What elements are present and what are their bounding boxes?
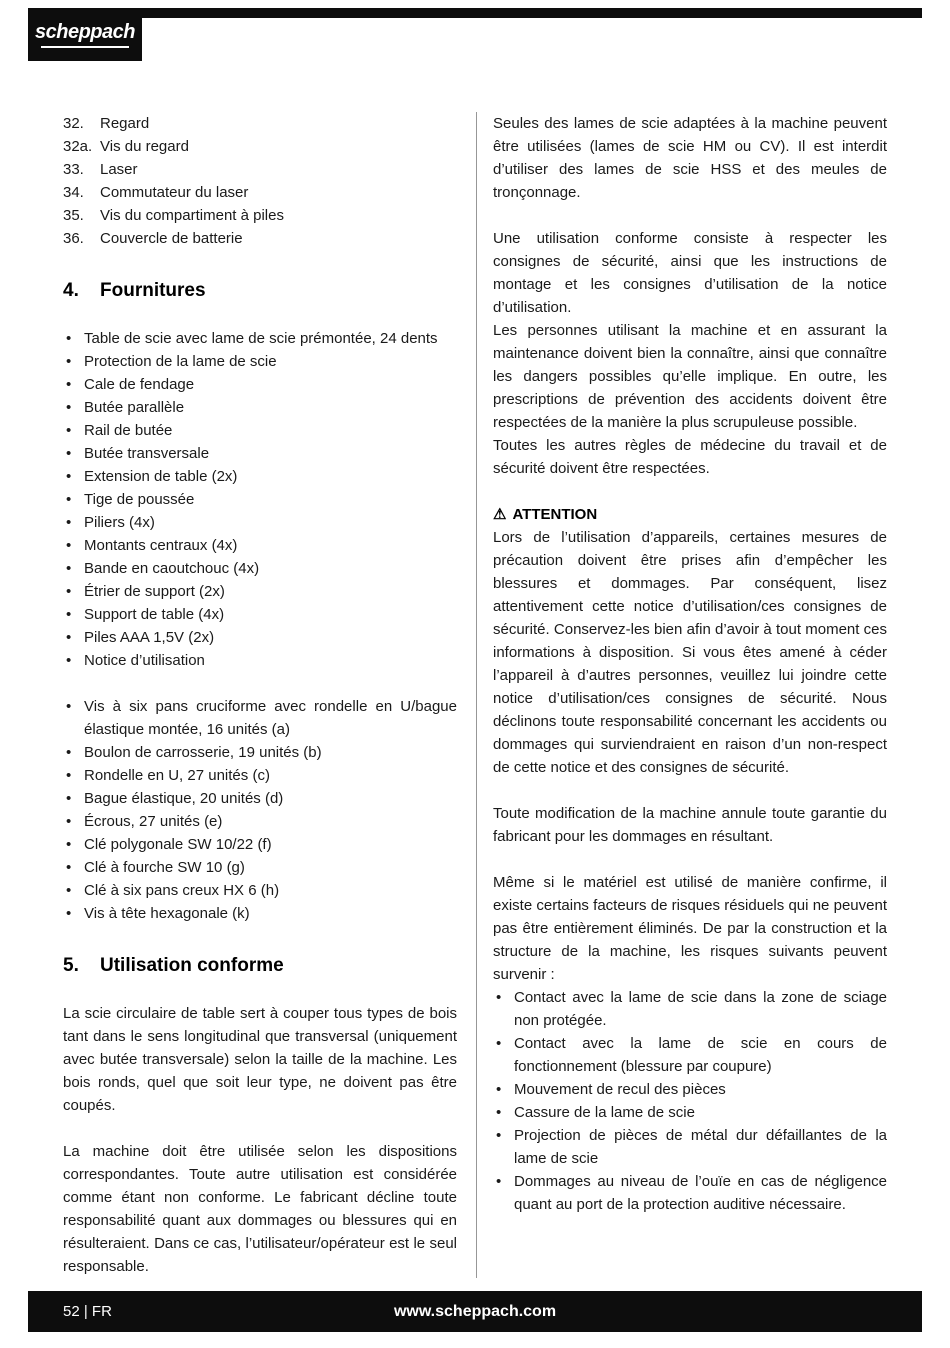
page-number: 52 | FR [63,1303,112,1320]
rules-paragraph: Toutes les autres règles de médecine du travail et de sécurité doivent être respectées. [493,437,887,477]
supplied-item: • Butée transversale [63,442,457,465]
hardware-item: • Écrous, 27 unités (e) [63,810,457,833]
parts-row [63,112,457,135]
parts-row [63,181,457,204]
part-label: Laser [100,161,138,178]
scheppach-logo [28,8,142,61]
persons-paragraph: Les personnes utilisant la machine et en assurant la maintenance doivent bien la connaître, ainsi que connaître les dangers possibles qu’elle implique. En outre, les prescriptions de prévention des accidents doivent être respectées de la manière la plus scrupuleuse possible. [493,322,887,431]
supplied-item: • Table de scie avec lame de scie prémontée, 24 dents [63,327,457,350]
header-rule [28,8,922,18]
part-number: 32. [63,115,84,132]
attention-heading [493,503,887,526]
supplied-item: • Bande en caoutchouc (4x) [63,557,457,580]
part-label: Vis du compartiment à piles [100,207,284,224]
hardware-item: • Boulon de carrosserie, 19 unités (b) [63,741,457,764]
supplied-item: • Protection de la lame de scie [63,350,457,373]
left-column [63,112,457,1278]
risk-list [493,986,887,1216]
supplied-item: • Montants centraux (4x) [63,534,457,557]
blades-paragraph: Seules des lames de scie adaptées à la machine peuvent être utilisées (lames de scie HM ou CV). Il est interdit d’utiliser des lames de scie HSS et des meules de tronçonnage. [493,115,887,201]
hardware-item: • Bague élastique, 20 unités (d) [63,787,457,810]
page-body [63,112,887,1278]
section-4-heading [63,279,457,303]
part-label: Commutateur du laser [100,184,249,201]
supplied-item: • Support de table (4x) [63,603,457,626]
modification-paragraph: Toute modification de la machine annule toute garantie du fabricant pour les dommages en résultant. [493,805,887,845]
warning-icon: ⚠ [493,506,507,523]
logo-underline-accent [41,46,129,48]
supplied-item: • Cale de fendage [63,373,457,396]
section-5-heading [63,954,457,978]
attention-paragraph: Lors de l’utilisation d’appareils, certaines mesures de précaution doivent être prises afin d’empêcher les blessures et dommages. Par conséquent, lisez attentivement cette notice d’utilisation/ces consignes de sécurité. Conservez-les bien afin d’avoir à tout moment ces informations à disposition. Si vous êtes amené à céder l’appareil à d’autres personnes, veuillez lui joindre cette notice d’utilisation/ces consignes de sécurité. Nous déclinons toute responsabilité concernant les accidents ou dommages qui surviendraient en raison d’un non-respect de cette notice et des consignes de sécurité. [493,529,887,776]
risk-item: • Projection de pièces de métal dur défaillantes de la lame de scie [493,1124,887,1170]
footer-bar [28,1291,922,1332]
hardware-item: • Clé polygonale SW 10/22 (f) [63,833,457,856]
parts-row [63,204,457,227]
parts-list [63,112,457,250]
hardware-item: • Clé à fourche SW 10 (g) [63,856,457,879]
risk-item: • Contact avec la lame de scie en cours de fonctionnement (blessure par coupure) [493,1032,887,1078]
supplied-item: • Piles AAA 1,5V (2x) [63,626,457,649]
usage-paragraph-2: La machine doit être utilisée selon les dispositions correspondantes. Toute autre utilisation est considérée comme étant non conforme. Le fabricant décline toute responsabilité quant aux dommages ou blessures qui en résulteraient. Dans ce cas, l’utilisateur/opérateur est le seul responsable. [63,1143,457,1275]
supplied-item: • Piliers (4x) [63,511,457,534]
part-label: Vis du regard [100,138,189,155]
risk-item: • Contact avec la lame de scie dans la zone de sciage non protégée. [493,986,887,1032]
hardware-item: • Rondelle en U, 27 unités (c) [63,764,457,787]
right-column [493,112,887,1278]
attention-label: ATTENTION [512,506,598,523]
supplied-item: • Extension de table (2x) [63,465,457,488]
column-divider [476,112,477,1278]
part-number: 34. [63,184,84,201]
section-title: Utilisation conforme [100,955,284,976]
hardware-item: • Vis à tête hexagonale (k) [63,902,457,925]
parts-row [63,227,457,250]
logo-text: scheppach [35,20,135,43]
risk-item: • Cassure de la lame de scie [493,1101,887,1124]
part-label: Couvercle de batterie [100,230,243,247]
parts-row [63,158,457,181]
residual-risks-paragraph: Même si le matériel est utilisé de manière confirme, il existe certains facteurs de risques résiduels qui ne peuvent pas être entièrement éliminés. De par la construction et la structure de la machine, les risques suivants peuvent survenir : [493,874,887,983]
website-text: www.scheppach.com [393,1303,557,1320]
hardware-item: • Clé à six pans creux HX 6 (h) [63,879,457,902]
section-title: Fournitures [100,280,206,301]
supplied-item: • Tige de poussée [63,488,457,511]
part-label: Regard [100,115,150,132]
parts-row [63,135,457,158]
supplied-item: • Notice d’utilisation [63,649,457,672]
supplied-item: • Étrier de support (2x) [63,580,457,603]
usage-paragraph-1: La scie circulaire de table sert à couper tous types de bois tant dans le sens longitudinal que transversal (uniquement avec butée transversale) selon la taille de la machine. Les bois ronds, quel que soit leur type, ne doivent pas être coupés. [63,1005,457,1114]
conform-use-paragraph: Une utilisation conforme consiste à respecter les consignes de sécurité, ainsi que les instructions de montage et les consignes d’utilisation de la notice d’utilisation. [493,230,887,316]
supplied-item: • Rail de butée [63,419,457,442]
part-number: 36. [63,230,84,247]
risk-item: • Dommages au niveau de l’ouïe en cas de négligence quant au port de la protection auditive nécessaire. [493,1170,887,1216]
section-number: 5. [63,955,79,976]
section-number: 4. [63,280,79,301]
risk-item: • Mouvement de recul des pièces [493,1078,887,1101]
hardware-item: • Vis à six pans cruciforme avec rondelle en U/bague élastique montée, 16 unités (a) [63,695,457,741]
hardware-items-list [63,695,457,925]
part-number: 33. [63,161,84,178]
part-number: 35. [63,207,84,224]
supplied-item: • Butée parallèle [63,396,457,419]
part-number: 32a. [63,138,93,155]
supplied-items-list [63,327,457,672]
